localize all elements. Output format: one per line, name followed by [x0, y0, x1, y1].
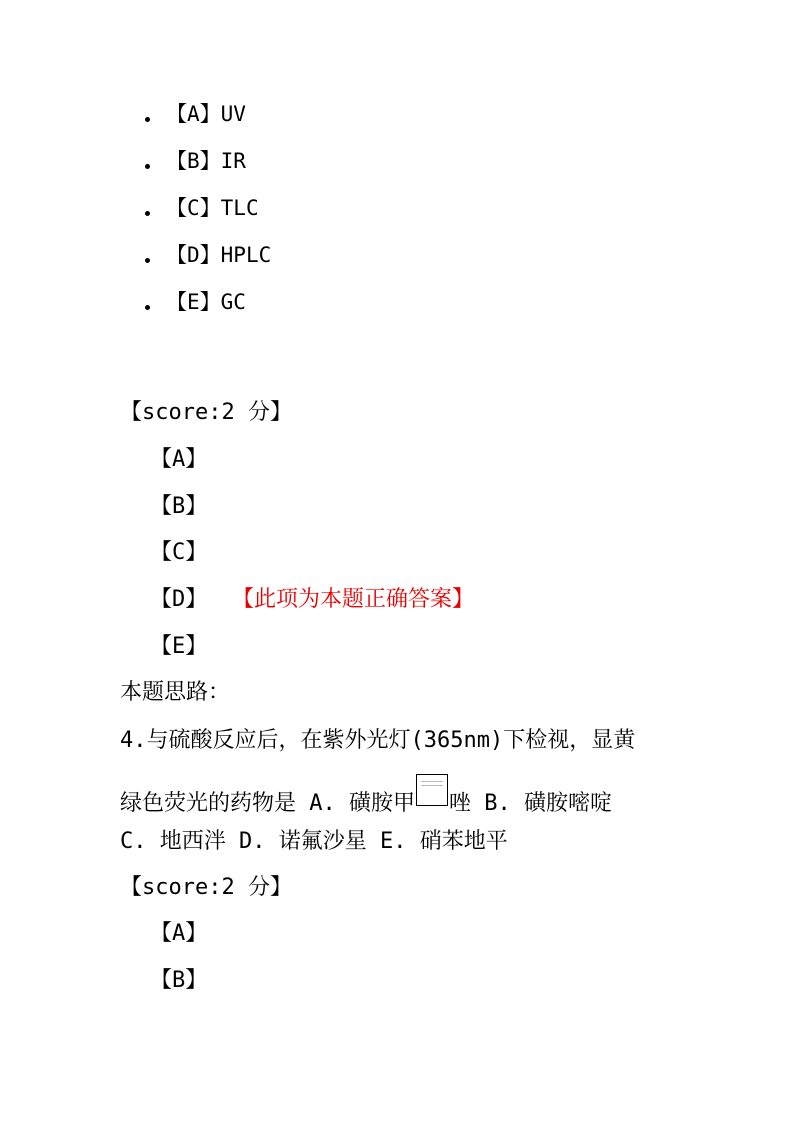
question-4-line-2-part-a: 绿色荧光的药物是 A. 磺胺甲 [120, 791, 415, 816]
answer-d: 【D】 [150, 587, 208, 612]
option-e: 【E】GC [166, 290, 246, 314]
option-c: 【C】TLC [166, 196, 259, 220]
bullet-icon [145, 211, 150, 216]
option-d: 【D】HPLC [166, 243, 272, 267]
embedded-image-icon [416, 774, 448, 806]
question-4-line-1: 4.与硫酸反应后，在紫外光灯(365nm)下检视，显黄 [120, 728, 636, 753]
option-a: 【A】UV [166, 102, 246, 126]
answer-a: 【A】 [150, 447, 208, 472]
score-label: 【score:2 分】 [120, 875, 292, 900]
answer-b: 【B】 [150, 494, 208, 519]
answer-a: 【A】 [150, 921, 208, 946]
bullet-icon [145, 117, 150, 122]
answer-b: 【B】 [150, 968, 208, 993]
question-4-line-2 [120, 782, 612, 817]
option-b: 【B】IR [166, 149, 246, 173]
bullet-icon [145, 305, 150, 310]
answer-e: 【E】 [150, 634, 208, 659]
score-label: 【score:2 分】 [120, 400, 292, 425]
answer-c: 【C】 [150, 540, 208, 565]
question-4-line-2-part-b: 唑 B. 磺胺嘧啶 [448, 791, 612, 816]
bullet-icon [145, 258, 150, 263]
analysis-label: 本题思路： [120, 680, 231, 705]
bullet-icon [145, 164, 150, 169]
question-4-line-3: C. 地西泮 D. 诺氟沙星 E. 硝苯地平 [120, 829, 508, 854]
correct-answer-note: 【此项为本题正确答案】 [232, 587, 475, 612]
